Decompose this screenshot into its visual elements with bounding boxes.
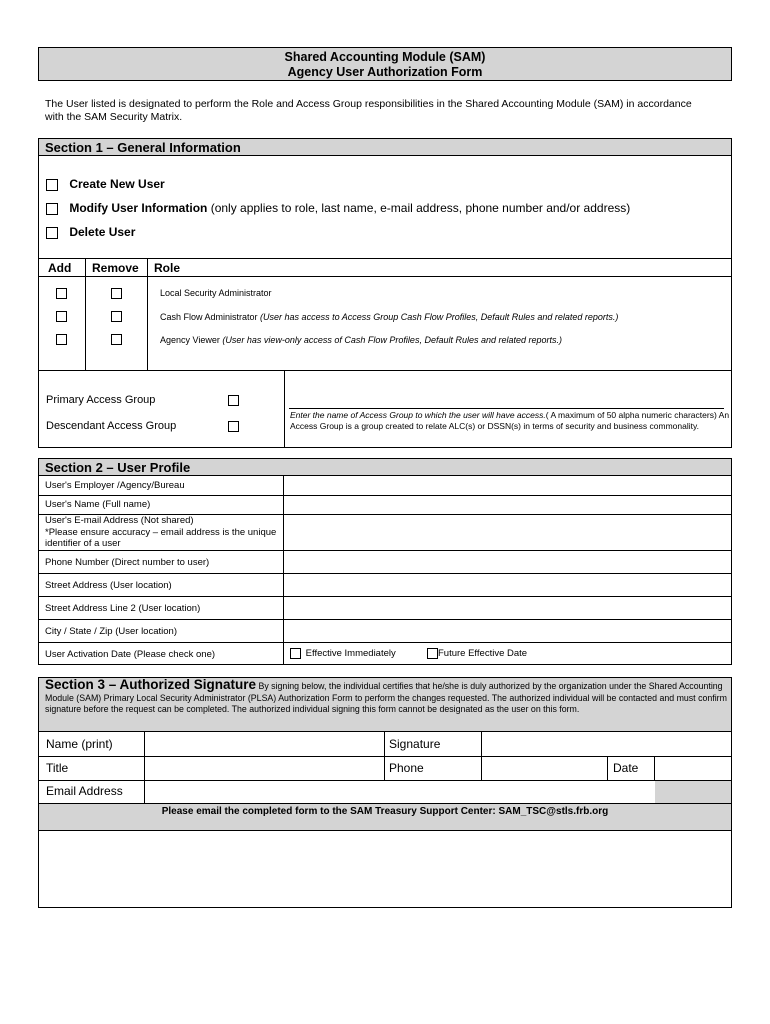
section1-header xyxy=(38,138,732,156)
col-rule xyxy=(384,731,385,781)
role-name-text: Cash Flow Administrator xyxy=(160,312,261,322)
instruction-rest: ( A maximum of 50 alpha numeric characters) An Access Group is a group created to relate ALC(s) or DSSN(s) in terms of security and business commonality. xyxy=(290,410,730,431)
section3-title: Section 3 – Authorized Signature xyxy=(45,677,257,692)
option-note: (only applies to role, last name, e-mail address, phone number and/or address) xyxy=(207,201,631,215)
option-label: Modify User Information xyxy=(69,201,208,215)
notes-area[interactable] xyxy=(38,830,732,908)
role-remove-checkbox[interactable] xyxy=(111,334,122,345)
delete-user-checkbox[interactable] xyxy=(46,227,58,239)
date-label: Date xyxy=(613,761,639,775)
role-name xyxy=(160,335,562,345)
form-subtitle: Agency User Authorization Form xyxy=(287,65,483,79)
section2-header xyxy=(38,458,732,476)
footer-instruction-bar xyxy=(38,803,732,831)
section2-title: Section 2 – User Profile xyxy=(45,460,191,475)
profile-value-city[interactable] xyxy=(284,620,731,642)
phone-field[interactable] xyxy=(482,757,607,780)
profile-value-email[interactable] xyxy=(284,515,731,550)
profile-label-activation: User Activation Date (Please check one) xyxy=(45,649,216,660)
role-add-checkbox[interactable] xyxy=(56,311,67,322)
form-header xyxy=(38,47,732,81)
option-label: Create New User xyxy=(69,177,165,191)
profile-label-employer: User's Employer /Agency/Bureau xyxy=(45,480,185,491)
activation-immediate-label: Effective Immediately xyxy=(305,648,396,660)
activation-future[interactable] xyxy=(427,648,527,659)
role-header-rule xyxy=(38,276,732,277)
instruction-italic: Enter the name of Access Group to which the user will have access. xyxy=(290,410,546,420)
access-group-name-line[interactable] xyxy=(289,408,724,409)
profile-label-city: City / State / Zip (User location) xyxy=(45,626,177,637)
col-rule xyxy=(607,756,608,781)
profile-label-email: User's E-mail Address (Not shared) *Please ensure accuracy – email address is the unique identifier of a user xyxy=(45,515,277,549)
role-add-checkbox[interactable] xyxy=(56,334,67,345)
role-add-checkbox[interactable] xyxy=(56,288,67,299)
access-group-divider xyxy=(284,370,285,448)
activation-future-label: Future Effective Date xyxy=(438,648,528,660)
section3-text: By signing below, the individual certifies that he/she is duly authorized by the organization under the Shared Accounting Module (SAM) Primary Local Security Administrator (PLSA) Authorization Form to perform the changes requested. The authorized individual will be contacted and must confirm signature before the request can be completed. The authorized individual signing this form cannot be designated as the user on this form. xyxy=(45,681,727,714)
profile-value-employer[interactable] xyxy=(284,476,731,495)
phone-label: Phone xyxy=(389,761,424,775)
col-header-remove: Remove xyxy=(92,261,139,275)
name-print-label: Name (print) xyxy=(46,737,113,751)
profile-value-street[interactable] xyxy=(284,574,731,596)
role-name: Local Security Administrator xyxy=(160,288,272,298)
section3-intro xyxy=(45,679,727,716)
activation-immediate[interactable] xyxy=(290,648,396,659)
role-remove-checkbox[interactable] xyxy=(111,288,122,299)
footer-instruction: Please email the completed form to the SAM Treasury Support Center: SAM_TSC@stls.frb.org xyxy=(161,806,609,817)
activation-future-checkbox[interactable] xyxy=(427,648,438,659)
option-modify-user[interactable] xyxy=(46,201,630,215)
profile-label-street2: Street Address Line 2 (User location) xyxy=(45,603,201,614)
role-name-text: Agency Viewer xyxy=(160,335,223,345)
profile-value-phone[interactable] xyxy=(284,551,731,573)
email-row-shade xyxy=(655,781,731,803)
profile-value-name[interactable] xyxy=(284,496,731,514)
email-address-label: Email Address xyxy=(46,784,123,798)
role-note: (User has access to Access Group Cash Flow Profiles, Default Rules and related reports.) xyxy=(260,312,619,322)
role-col-divider xyxy=(147,258,148,370)
row-rule xyxy=(38,642,732,643)
activation-immediate-checkbox[interactable] xyxy=(290,648,301,659)
profile-label-name: User's Name (Full name) xyxy=(45,499,151,510)
option-create-user[interactable] xyxy=(46,177,165,191)
create-user-checkbox[interactable] xyxy=(46,179,58,191)
signature-field[interactable] xyxy=(482,732,731,756)
form-title: Shared Accounting Module (SAM) xyxy=(284,50,486,64)
descendant-access-group-checkbox[interactable] xyxy=(228,421,239,432)
row-rule xyxy=(38,756,732,757)
role-note: (User has view-only access of Cash Flow Profiles, Default Rules and related reports.) xyxy=(222,335,563,345)
role-col-divider xyxy=(85,258,86,370)
role-remove-checkbox[interactable] xyxy=(111,311,122,322)
name-print-field[interactable] xyxy=(145,732,384,756)
option-label: Delete User xyxy=(69,225,136,239)
signature-label: Signature xyxy=(389,737,441,751)
col-header-role: Role xyxy=(154,261,181,275)
email-address-field[interactable] xyxy=(145,781,654,803)
profile-label-phone: Phone Number (Direct number to user) xyxy=(45,557,210,568)
profile-label-street: Street Address (User location) xyxy=(45,580,172,591)
section1-title: Section 1 – General Information xyxy=(45,140,241,155)
primary-access-group-label: Primary Access Group xyxy=(46,394,156,406)
date-field[interactable] xyxy=(655,757,731,780)
role-name xyxy=(160,312,618,322)
role-table-bottom xyxy=(38,370,732,371)
modify-user-checkbox[interactable] xyxy=(46,203,58,215)
role-table-top xyxy=(38,258,732,259)
intro-text: The User listed is designated to perform the Role and Access Group responsibilities in the Shared Accounting Module (SAM) in accordance with the SAM Security Matrix. xyxy=(45,98,692,123)
title-label: Title xyxy=(46,761,69,775)
title-field[interactable] xyxy=(145,757,384,780)
descendant-access-group-label: Descendant Access Group xyxy=(46,420,177,432)
col-header-add: Add xyxy=(48,261,72,275)
access-group-instructions xyxy=(290,410,730,432)
profile-value-street2[interactable] xyxy=(284,597,731,619)
primary-access-group-checkbox[interactable] xyxy=(228,395,239,406)
option-delete-user[interactable] xyxy=(46,225,135,239)
